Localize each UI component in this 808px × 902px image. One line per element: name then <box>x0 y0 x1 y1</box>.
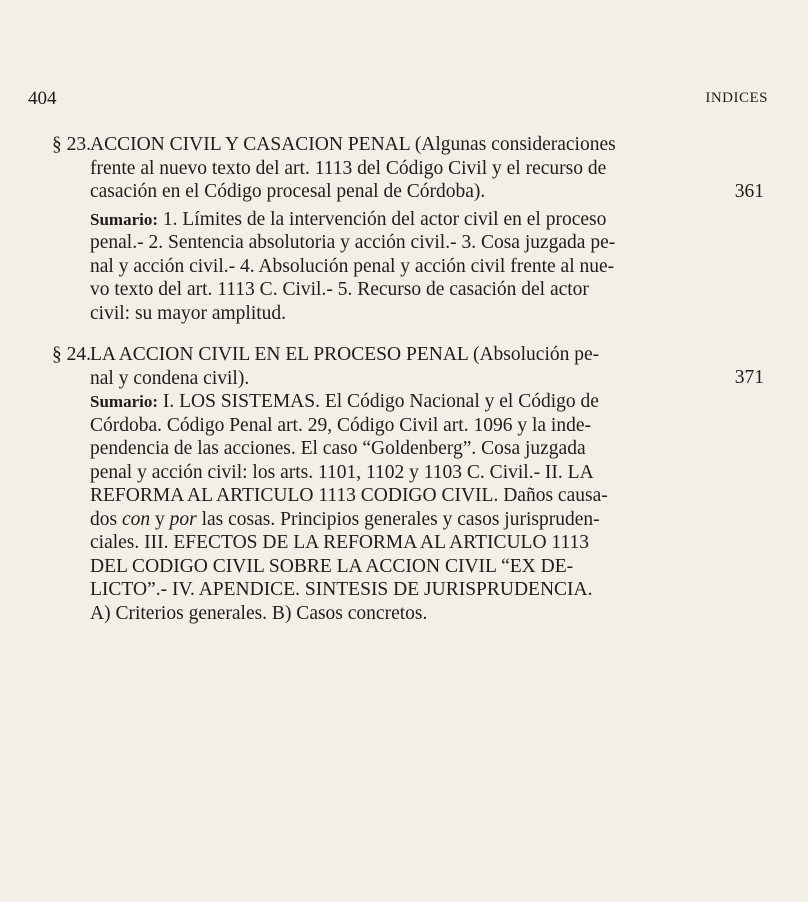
entry-summary <box>90 390 730 625</box>
page-reference: 361 <box>734 181 764 202</box>
summary-label: Sumario: <box>90 392 158 411</box>
entry-summary <box>90 208 730 326</box>
page-header <box>28 88 768 112</box>
index-entry-23 <box>52 133 764 325</box>
summary-text: 1. Límites de la intervención del actor civil en el proceso <box>162 208 607 230</box>
page-number: 404 <box>28 88 57 109</box>
entry-title <box>90 133 730 204</box>
emphasis-con: con <box>121 508 151 530</box>
summary-line <box>90 508 730 532</box>
title-line: frente al nuevo texto del art. 1113 del Código Civil y el recurso de <box>90 157 607 179</box>
title-line: ACCION CIVIL Y CASACION PENAL (Algunas consideraciones <box>90 134 616 155</box>
summary-line: REFORMA AL ARTICULO 1113 CODIGO CIVIL. Daños causa- <box>90 485 608 506</box>
summary-line: A) Criterios generales. B) Casos concretos. <box>90 602 428 624</box>
summary-line: DEL CODIGO CIVIL SOBRE LA ACCION CIVIL “EX DE- <box>90 555 574 577</box>
summary-text: dos <box>90 508 122 530</box>
running-head: INDICES <box>705 90 768 106</box>
section-number: § 24. <box>52 344 91 365</box>
page-reference: 371 <box>734 367 764 388</box>
summary-text: y <box>150 508 170 530</box>
summary-label: Sumario: <box>90 209 158 229</box>
summary-line: penal.- 2. Sentencia absolutoria y acción civil.- 3. Cosa juzgada pe- <box>90 232 616 253</box>
summary-line: pendencia de las acciones. El caso “Goldenberg”. Cosa juzgada <box>90 438 586 459</box>
section-number: § 23. <box>52 134 91 155</box>
summary-line: vo texto del art. 1113 C. Civil.- 5. Recurso de casación del actor <box>90 279 589 300</box>
summary-line: Córdoba. Código Penal art. 29, Código Civil art. 1096 y la inde- <box>90 414 591 436</box>
index-entry-24 <box>52 343 764 625</box>
summary-line: nal y acción civil.- 4. Absolución penal y acción civil frente al nue- <box>90 255 615 277</box>
title-line: LA ACCION CIVIL EN EL PROCESO PENAL (Absolución pe- <box>90 344 600 365</box>
entry-title <box>90 343 730 390</box>
summary-line: LICTO”.- IV. APENDICE. SINTESIS DE JURISPRUDENCIA. <box>90 579 593 600</box>
entry-body <box>90 133 730 325</box>
summary-line: penal y acción civil: los arts. 1101, 1102 y 1103 C. Civil.- II. LA <box>90 461 594 483</box>
title-line: nal y condena civil). <box>90 367 250 389</box>
summary-text: las cosas. Principios generales y casos jurispruden- <box>196 508 600 530</box>
summary-line: ciales. III. EFECTOS DE LA REFORMA AL ARTICULO 1113 <box>90 532 589 553</box>
entry-body <box>90 343 730 625</box>
title-line: casación en el Código procesal penal de Córdoba). <box>90 181 486 202</box>
summary-text: I. LOS SISTEMAS. El Código Nacional y el Código de <box>162 391 599 412</box>
emphasis-por: por <box>169 508 197 530</box>
summary-line: civil: su mayor amplitud. <box>90 302 287 324</box>
